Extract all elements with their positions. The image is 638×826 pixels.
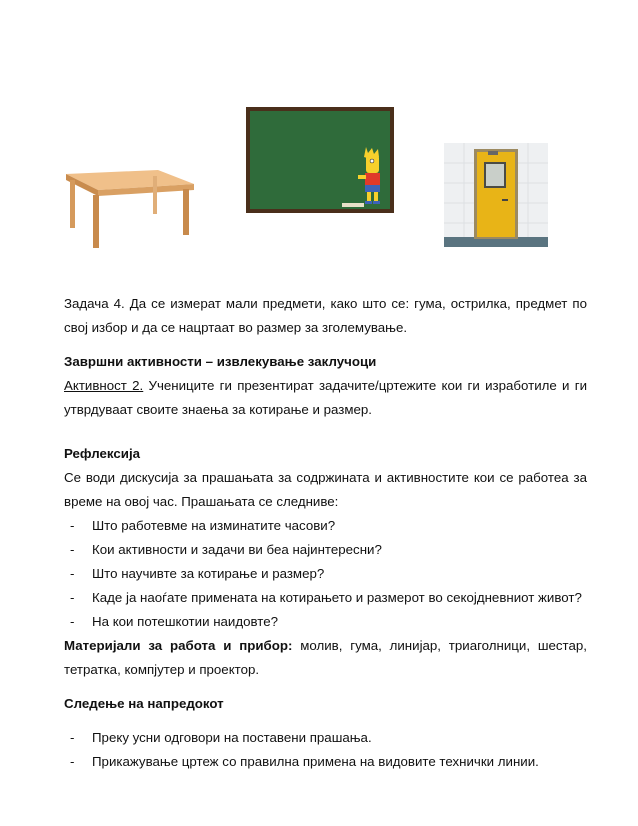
list-item: - Прикажување цртеж со правилна примена на видовите технички линии. — [64, 750, 587, 774]
closing-activities-heading: Завршни активности – извлекување заклучоци — [64, 354, 377, 369]
reflection-questions — [64, 514, 587, 634]
table-image — [58, 140, 196, 250]
document-body — [64, 292, 587, 774]
task-4-paragraph: Задача 4. Да се измерат мали предмети, како што се: гума, острилка, предмет по свој избор и да се нацртаат во размер за зголемување. — [64, 296, 587, 335]
list-item: - Кои активности и задачи ви беа најинтересни? — [64, 538, 587, 562]
progress-heading: Следење на напредокот — [64, 696, 224, 711]
reflection-heading: Рефлексија — [64, 446, 141, 461]
list-item: - Преку усни одговори на поставени прашања. — [64, 726, 587, 750]
chalkboard-image — [246, 107, 394, 213]
reflection-intro: Се води дискусија за прашањата за содржината и активностите кои се работеа за време на овој час. Прашањата се следниве: — [64, 470, 587, 509]
list-item: - Што научивте за котирање и размер? — [64, 562, 587, 586]
materials-paragraph — [64, 634, 587, 682]
list-item: - Каде ја наоѓате примената на котирањето и размерот во секојдневниот живот? — [64, 586, 587, 610]
materials-label: Материјали за работа и прибор: — [64, 638, 293, 653]
door-image — [444, 143, 548, 247]
materials-text: молив, гума, линијар, триаголници, шестар, тетратка, компјутер и проектор. — [64, 638, 587, 677]
activity-2-label: Активност 2. — [64, 378, 144, 393]
activity-2-text: Учениците ги презентират задачите/цртежите кои ги изработиле и ги утврдуваат своите знаења за котирање и размер. — [64, 378, 587, 417]
list-item: - Што работевме на изминатите часови? — [64, 514, 587, 538]
activity-2-paragraph — [64, 374, 587, 422]
progress-list — [64, 726, 587, 774]
list-item: - На кои потешкотии наидовте? — [64, 610, 587, 634]
